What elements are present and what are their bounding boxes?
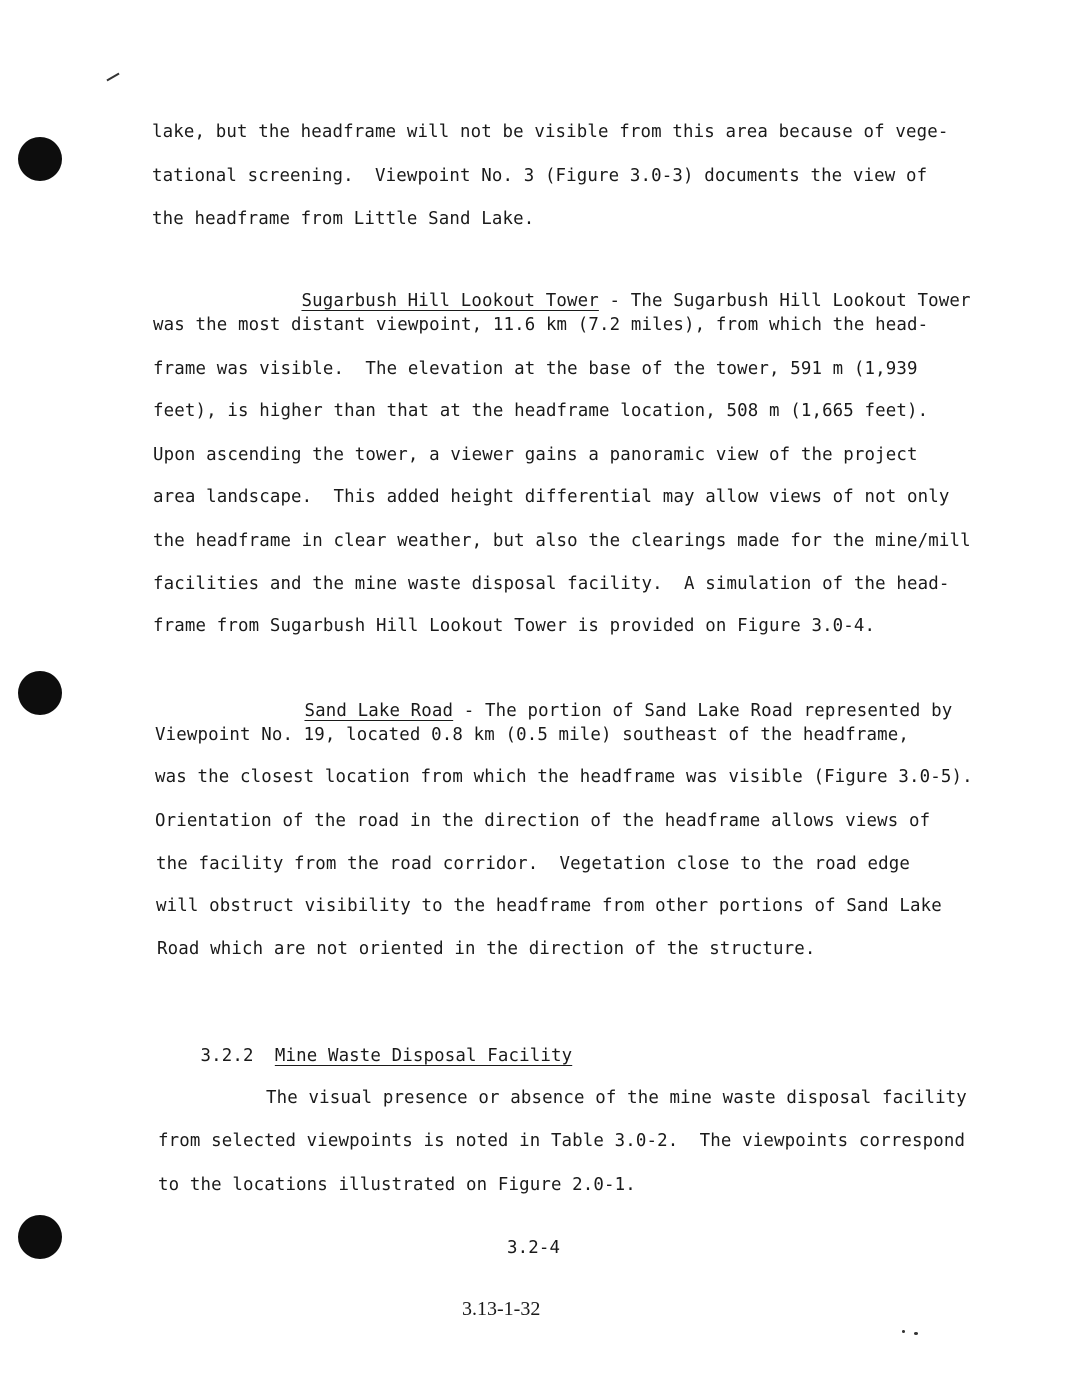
body-line: area landscape. This added height differential may allow views of not only bbox=[153, 487, 950, 507]
body-line: the headframe in clear weather, but also the clearings made for the mine/mill bbox=[153, 531, 971, 551]
punch-hole-bottom bbox=[18, 1215, 62, 1259]
body-line: was the closest location from which the headframe was visible (Figure 3.0-5). bbox=[155, 767, 973, 787]
body-line: Upon ascending the tower, a viewer gains a panoramic view of the project bbox=[153, 445, 918, 465]
subheading-sand-lake-road: Sand Lake Road bbox=[304, 701, 454, 721]
punch-hole-middle bbox=[18, 671, 62, 715]
section-title: Mine Waste Disposal Facility bbox=[274, 1046, 573, 1066]
body-text: - The Sugarbush Hill Lookout Tower bbox=[598, 291, 971, 311]
section-number: 3.2.2 bbox=[200, 1046, 254, 1066]
body-line: from selected viewpoints is noted in Table 3.0-2. The viewpoints correspond bbox=[158, 1131, 966, 1151]
punch-hole-top bbox=[18, 137, 62, 181]
body-line: was the most distant viewpoint, 11.6 km (7.2 miles), from which the head- bbox=[153, 315, 929, 335]
document-number: 3.13-1-32 bbox=[462, 1298, 541, 1320]
body-line: frame from Sugarbush Hill Lookout Tower is provided on Figure 3.0-4. bbox=[153, 616, 876, 636]
body-line: feet), is higher than that at the headframe location, 508 m (1,665 feet). bbox=[153, 401, 929, 421]
body-line: Viewpoint No. 19, located 0.8 km (0.5 mile) southeast of the headframe, bbox=[155, 725, 910, 745]
subheading-sugarbush-hill: Sugarbush Hill Lookout Tower bbox=[301, 291, 599, 311]
body-line: lake, but the headframe will not be visible from this area because of vege- bbox=[152, 122, 949, 142]
section-heading bbox=[158, 1026, 572, 1086]
scan-mark bbox=[106, 73, 119, 82]
body-line: tational screening. Viewpoint No. 3 (Figure 3.0-3) documents the view of bbox=[152, 166, 928, 186]
body-line: frame was visible. The elevation at the base of the tower, 591 m (1,939 bbox=[153, 359, 918, 379]
body-line: the facility from the road corridor. Vegetation close to the road edge bbox=[156, 854, 911, 874]
body-text: - The portion of Sand Lake Road represented by bbox=[453, 701, 953, 721]
body-line: Road which are not oriented in the direction of the structure. bbox=[157, 939, 816, 959]
body-line: the headframe from Little Sand Lake. bbox=[152, 209, 535, 229]
body-line: Orientation of the road in the direction of the headframe allows views of bbox=[155, 811, 931, 831]
body-line: to the locations illustrated on Figure 2.0-1. bbox=[158, 1175, 636, 1195]
body-line: facilities and the mine waste disposal facility. A simulation of the head- bbox=[153, 574, 950, 594]
body-line: The visual presence or absence of the mine waste disposal facility bbox=[266, 1088, 967, 1108]
scan-mark bbox=[914, 1332, 918, 1335]
page-number: 3.2-4 bbox=[507, 1238, 561, 1258]
scan-mark bbox=[902, 1330, 905, 1333]
body-line: will obstruct visibility to the headframe from other portions of Sand Lake bbox=[156, 896, 942, 916]
